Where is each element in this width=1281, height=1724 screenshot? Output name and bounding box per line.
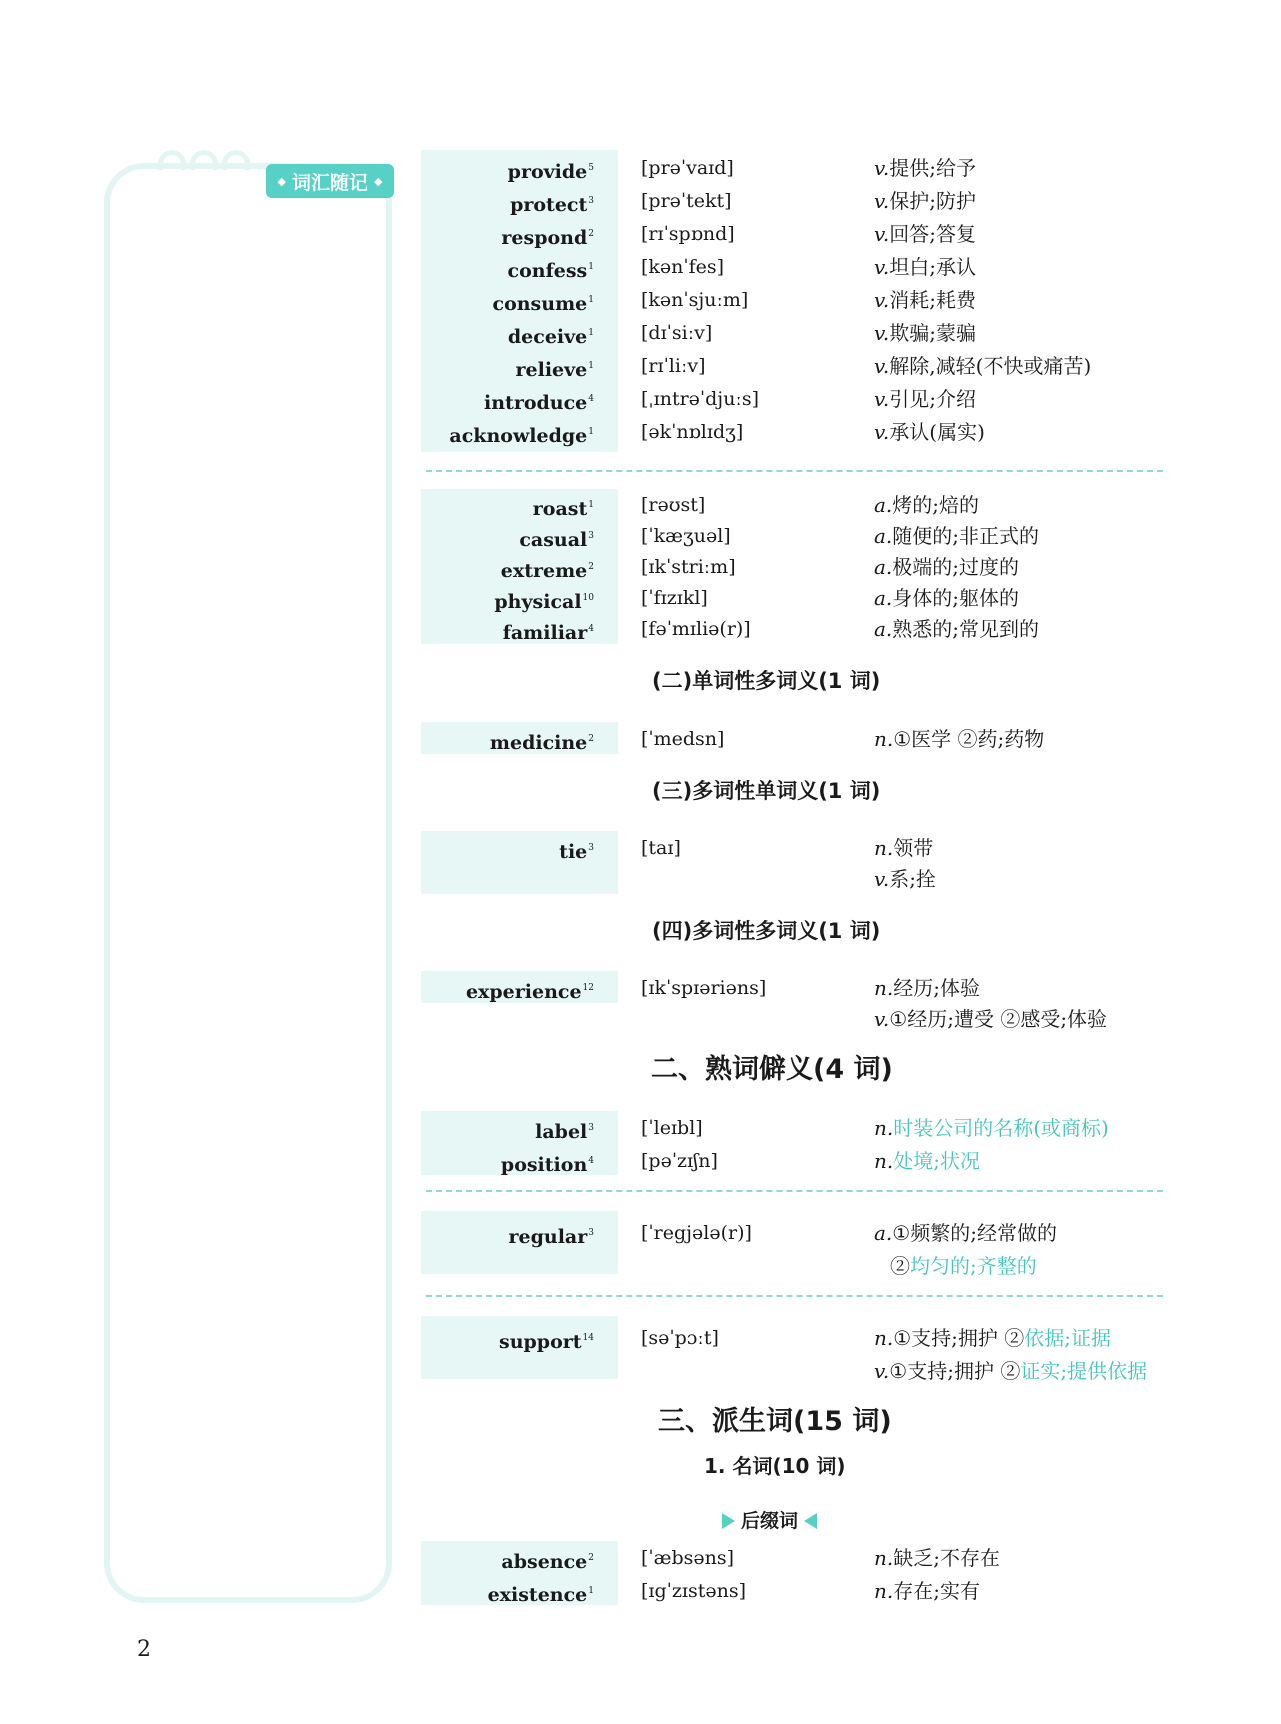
headword: confess$^1$ xyxy=(507,260,594,282)
phonetic: [pəˈzɪʃn] xyxy=(641,1150,718,1172)
headword: physical$^{10}$ xyxy=(494,591,594,613)
subsection-heading: (三)多词性单词义(1 词) xyxy=(652,779,881,803)
meaning: v.①支持;拥护 ②证实;提供依据 xyxy=(874,1359,1148,1383)
suffix-label xyxy=(722,1508,817,1534)
headword: introduce$^4$ xyxy=(484,392,594,414)
meaning: a.随便的;非正式的 xyxy=(874,524,1040,548)
phonetic: [əkˈnɒlɪdʒ] xyxy=(641,421,744,443)
headword: position$^4$ xyxy=(500,1154,594,1176)
meaning: v.引见;介绍 xyxy=(874,387,977,411)
subsection-heading: (四)多词性多词义(1 词) xyxy=(652,919,881,943)
meaning: v.承认(属实) xyxy=(874,420,985,444)
ring-icon xyxy=(222,150,250,170)
phonetic: [ˈmedsn] xyxy=(641,728,725,750)
suffix-label-text: 后缀词 xyxy=(741,1510,799,1532)
headword: experience$^{12}$ xyxy=(465,981,594,1003)
dashed-divider xyxy=(426,1190,1163,1192)
headword: support$^{14}$ xyxy=(499,1331,594,1353)
headword: medicine$^2$ xyxy=(489,732,594,754)
headword: provide$^5$ xyxy=(507,161,594,183)
diamond-icon: ◆ xyxy=(277,174,286,188)
meaning: a.身体的;躯体的 xyxy=(874,586,1020,610)
phonetic: [rɪˈspɒnd] xyxy=(641,223,735,245)
phonetic: [prəˈvaɪd] xyxy=(641,157,734,179)
page-number: 2 xyxy=(137,1637,151,1662)
headword: roast$^1$ xyxy=(532,498,594,520)
phonetic: [kənˈsjuːm] xyxy=(641,289,749,311)
meaning: a.烤的;焙的 xyxy=(874,493,980,517)
meaning: n.领带 xyxy=(874,836,934,860)
headword: tie$^3$ xyxy=(559,841,594,863)
meaning: v.消耗;耗费 xyxy=(874,288,977,312)
phonetic: [ɪkˈspɪəriəns] xyxy=(641,977,767,999)
meaning: v.回答;答复 xyxy=(874,222,977,246)
phonetic: [prəˈtekt] xyxy=(641,190,732,212)
phonetic: [ɪgˈzɪstəns] xyxy=(641,1580,746,1602)
meaning: n.时装公司的名称(或商标) xyxy=(874,1116,1109,1140)
phonetic: [dɪˈsiːv] xyxy=(641,322,713,344)
meaning: a.熟悉的;常见到的 xyxy=(874,617,1040,641)
headword: casual$^3$ xyxy=(519,529,594,551)
section-heading: 二、熟词僻义(4 词) xyxy=(651,1054,893,1085)
meaning: n.存在;实有 xyxy=(874,1579,980,1603)
phonetic: [ˌɪntrəˈdjuːs] xyxy=(641,388,759,410)
phonetic: [fəˈmɪliə(r)] xyxy=(641,618,751,640)
meaning: n.①支持;拥护 ②依据;证据 xyxy=(874,1326,1112,1350)
meaning: a.极端的;过度的 xyxy=(874,555,1020,579)
headword: protect$^3$ xyxy=(510,194,594,216)
phonetic: [rəʊst] xyxy=(641,494,706,516)
meaning: n.缺乏;不存在 xyxy=(874,1546,1000,1570)
headword: deceive$^1$ xyxy=(507,326,594,348)
phonetic: [ɪkˈstriːm] xyxy=(641,556,736,578)
triangle-left-icon xyxy=(804,1513,817,1529)
notebook-rings xyxy=(158,150,250,170)
headword: acknowledge$^1$ xyxy=(449,425,594,447)
headword: label$^3$ xyxy=(535,1121,594,1143)
subsection-heading: (二)单词性多词义(1 词) xyxy=(652,669,881,693)
phonetic: [səˈpɔːt] xyxy=(641,1327,719,1349)
meaning: v.系;拴 xyxy=(874,867,937,891)
phonetic: [ˈfɪzɪkl] xyxy=(641,587,708,609)
phonetic: [ˈregjələ(r)] xyxy=(641,1222,752,1244)
phonetic: [rɪˈliːv] xyxy=(641,355,706,377)
headword: extreme$^2$ xyxy=(500,560,594,582)
subsection-heading: 1. 名词(10 词) xyxy=(704,1454,846,1478)
headword: consume$^1$ xyxy=(492,293,594,315)
diamond-icon: ◆ xyxy=(374,174,383,188)
triangle-right-icon xyxy=(722,1513,735,1529)
meaning: v.保护;防护 xyxy=(874,189,977,213)
headword: regular$^3$ xyxy=(508,1226,594,1248)
meaning: n.经历;体验 xyxy=(874,976,980,1000)
ring-icon xyxy=(190,150,218,170)
notes-tab xyxy=(266,164,394,198)
phonetic: [ˈæbsəns] xyxy=(641,1547,735,1569)
notes-tab-label: 词汇随记 xyxy=(291,171,368,194)
ring-icon xyxy=(158,150,186,170)
dashed-divider xyxy=(426,1295,1163,1297)
dashed-divider xyxy=(426,470,1163,472)
meaning: v.解除,减轻(不快或痛苦) xyxy=(874,354,1092,378)
phonetic: [kənˈfes] xyxy=(641,256,725,278)
notes-frame xyxy=(104,163,392,1603)
meaning: v.坦白;承认 xyxy=(874,255,977,279)
headword: absence$^2$ xyxy=(501,1551,594,1573)
phonetic: [taɪ] xyxy=(641,837,681,859)
headword: relieve$^1$ xyxy=(515,359,594,381)
phonetic: [ˈleɪbl] xyxy=(641,1117,703,1139)
meaning: v.①经历;遭受 ②感受;体验 xyxy=(874,1007,1108,1031)
meaning: n.①医学 ②药;药物 xyxy=(874,727,1045,751)
phonetic: [ˈkæʒuəl] xyxy=(641,525,731,547)
meaning: v.欺骗;蒙骗 xyxy=(874,321,977,345)
meaning: v.提供;给予 xyxy=(874,156,977,180)
headword: familiar$^4$ xyxy=(502,622,594,644)
meaning: n.处境;状况 xyxy=(874,1149,980,1173)
meaning: a.①频繁的;经常做的 xyxy=(874,1221,1057,1245)
headword: existence$^1$ xyxy=(487,1584,594,1606)
headword: respond$^2$ xyxy=(501,227,594,249)
meaning: ②均匀的;齐整的 xyxy=(890,1254,1037,1278)
section-heading: 三、派生词(15 词) xyxy=(658,1406,892,1437)
